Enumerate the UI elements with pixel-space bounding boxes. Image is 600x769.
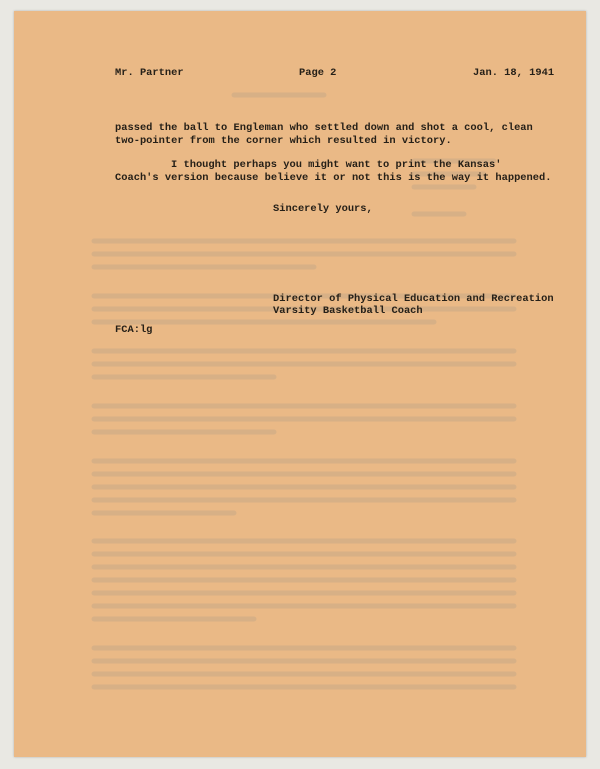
signature-title-1: Director of Physical Education and Recreation — [273, 293, 554, 305]
paragraph-2-line-2: Coach's version because believe it or not this is the way it happened. — [115, 172, 552, 184]
addressee: Mr. Partner — [115, 67, 184, 79]
closing: Sincerely yours, — [273, 203, 373, 215]
letter-date: Jan. 18, 1941 — [473, 67, 555, 79]
paragraph-1-line-1: passed the ball to Engleman who settled down and shot a cool, clean — [115, 122, 533, 134]
paragraph-1-line-2: two-pointer from the corner which resulted in victory. — [115, 135, 452, 147]
reference-initials: FCA:lg — [115, 324, 153, 336]
signature-title-2: Varsity Basketball Coach — [273, 305, 423, 317]
page-number: Page 2 — [299, 67, 337, 79]
paragraph-2-line-1: I thought perhaps you might want to print the Kansas' — [171, 159, 502, 171]
letter-page — [14, 11, 586, 757]
